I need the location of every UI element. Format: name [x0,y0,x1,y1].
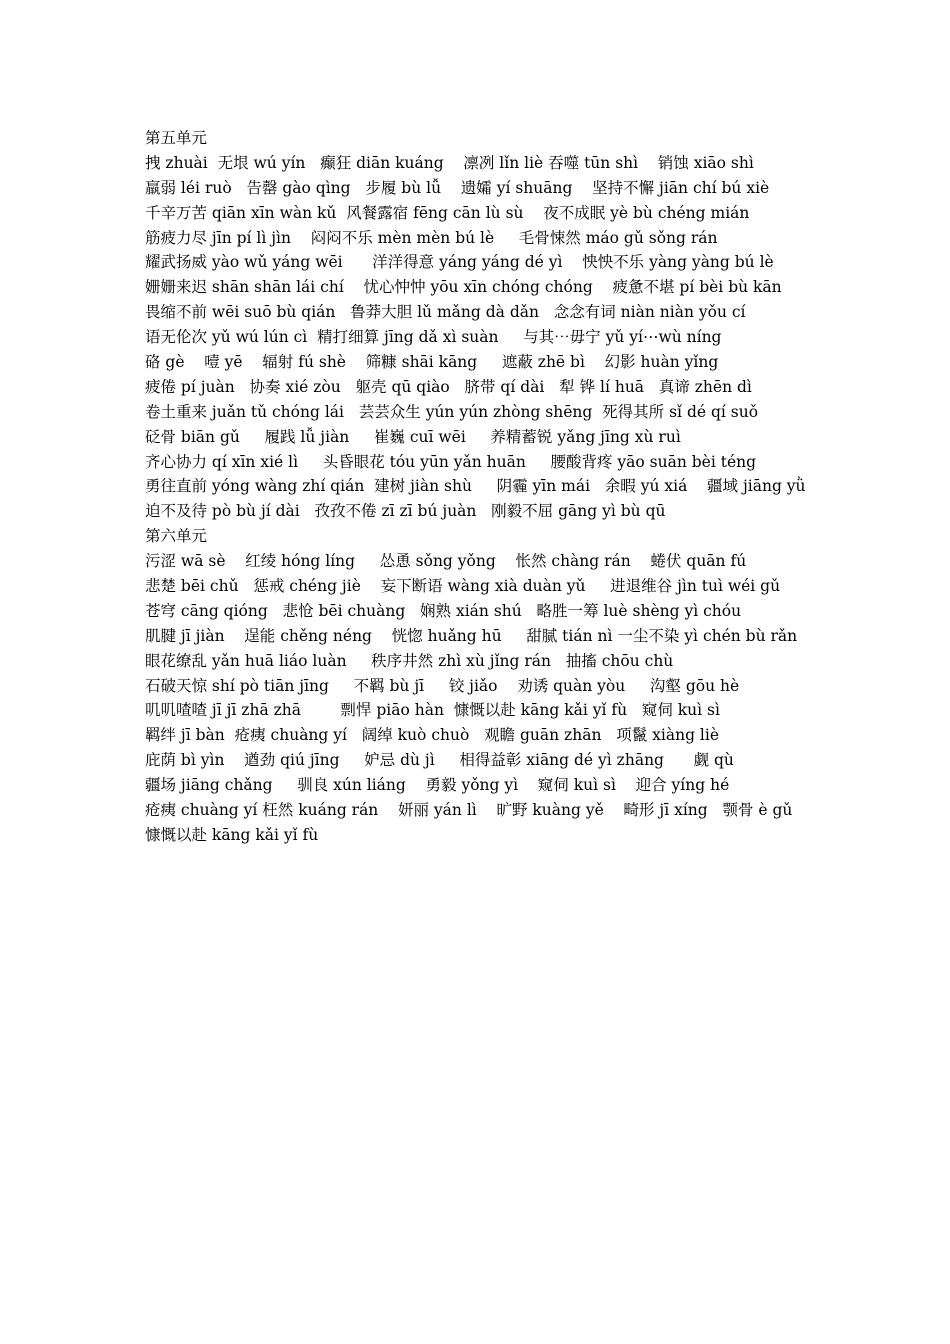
vocab-line: 悲楚 bēi chǔ 惩戒 chéng jiè 妄下断语 wàng xià duàn yǔ 进退维谷 jìn tuì wéi gǔ [145,577,781,596]
vocab-line: 语无伦次 yǔ wú lún cì 精打细算 jīng dǎ xì suàn 与其⋯毋宁 yǔ yí⋯wù níng [145,328,722,347]
vocab-line: 硌 gè 噎 yē 辐射 fú shè 筛糠 shāi kāng 遮蔽 zhē bì 幻影 huàn yǐng [145,353,719,372]
vocab-line: 疲倦 pí juàn 协奏 xié zòu 躯壳 qū qiào 脐带 qí dài 犁 铧 lí huā 真谛 zhēn dì [145,377,752,396]
vocab-line: 石破天惊 shí pò tiān jīng 不羁 bù jī 铰 jiǎo 劝诱 quàn yòu 沟壑 gōu hè [145,676,740,695]
vocab-line: 慷慨以赴 kāng kǎi yǐ fù [145,825,319,844]
vocab-line: 肌腱 jī jiàn 逞能 chěng néng 恍惚 huǎng hū 甜腻 tián nì 一尘不染 yì chén bù rǎn [145,626,798,645]
vocab-line: 眼花缭乱 yǎn huā liáo luàn 秩序井然 zhì xù jǐng rán 抽搐 chōu chù [145,651,674,670]
section-heading-unit-5: 第五单元 [145,129,208,147]
vocab-line: 筋疲力尽 jīn pí lì jìn 闷闷不乐 mèn mèn bú lè 毛骨悚然 máo gǔ sǒng rán [145,228,718,247]
document-body [145,126,925,848]
vocab-line: 苍穹 cāng qióng 悲怆 bēi chuàng 娴熟 xián shú 略胜一筹 luè shèng yì chóu [145,601,742,620]
vocab-line: 庇荫 bì yìn 遒劲 qiú jīng 妒忌 dù jì 相得益彰 xiāng dé yì zhāng 觑 qù [145,751,734,770]
vocab-line: 疮痍 chuàng yí 枉然 kuáng rán 妍丽 yán lì 旷野 kuàng yě 畸形 jī xíng 颚骨 è gǔ [145,801,793,820]
vocab-line: 勇往直前 yóng wàng zhí qián 建树 jiàn shù 阴霾 yīn mái 余暇 yú xiá 疆域 jiāng yǜ [145,477,806,496]
section-heading-unit-6: 第六单元 [145,527,208,546]
vocab-line: 千辛万苦 qiān xīn wàn kǔ 风餐露宿 fēng cān lù sù 夜不成眠 yè bù chéng mián [145,203,750,222]
vocab-line: 耀武扬威 yào wǔ yáng wēi 洋洋得意 yáng yáng dé yì 怏怏不乐 yàng yàng bú lè [145,253,774,272]
vocab-line: 迫不及待 pò bù jí dài 孜孜不倦 zī zī bú juàn 刚毅不屈 gāng yì bù qū [145,502,666,521]
vocab-line: 羁绊 jī bàn 疮痍 chuàng yí 阔绰 kuò chuò 观瞻 guān zhān 项鬣 xiàng liè [145,726,720,745]
vocab-line: 叽叽喳喳 jī jī zhā zhā 剽悍 piāo hàn 慷慨以赴 kāng kǎi yǐ fù 窥伺 kuì sì [145,701,720,720]
vocab-line: 砭骨 biān gǔ 履践 lǚ jiàn 崔巍 cuī wēi 养精蓄锐 yǎng jīng xù ruì [145,427,681,446]
vocab-line: 疆场 jiāng chǎng 驯良 xún liáng 勇毅 yǒng yì 窥伺 kuì sì 迎合 yíng hé [145,776,730,795]
vocab-line: 齐心协力 qí xīn xié lì 头昏眼花 tóu yūn yǎn huān 腰酸背疼 yāo suān bèi téng [145,452,757,471]
vocab-line: 污涩 wā sè 红绫 hóng líng 怂恿 sǒng yǒng 怅然 chàng rán 蜷伏 quān fú [145,552,747,571]
vocab-line: 畏缩不前 wēi suō bù qián 鲁莽大胆 lǔ mǎng dà dǎn 念念有词 niàn niàn yǒu cí [145,303,746,322]
vocab-line: 羸弱 léi ruò 告罄 gào qìng 步履 bù lǚ 遗孀 yí shuāng 坚持不懈 jiān chí bú xiè [145,178,770,197]
vocab-line: 姗姗来迟 shān shān lái chí 忧心忡忡 yōu xīn chóng chóng 疲惫不堪 pí bèi bù kān [145,278,782,297]
vocab-line: 卷土重来 juǎn tǔ chóng lái 芸芸众生 yún yún zhòng shēng 死得其所 sǐ dé qí suǒ [145,402,759,421]
vocab-line: 拽 zhuài 无垠 wú yín 癫狂 diān kuáng 凛冽 lǐn liè 吞噬 tūn shì 销蚀 xiāo shì [145,153,754,172]
